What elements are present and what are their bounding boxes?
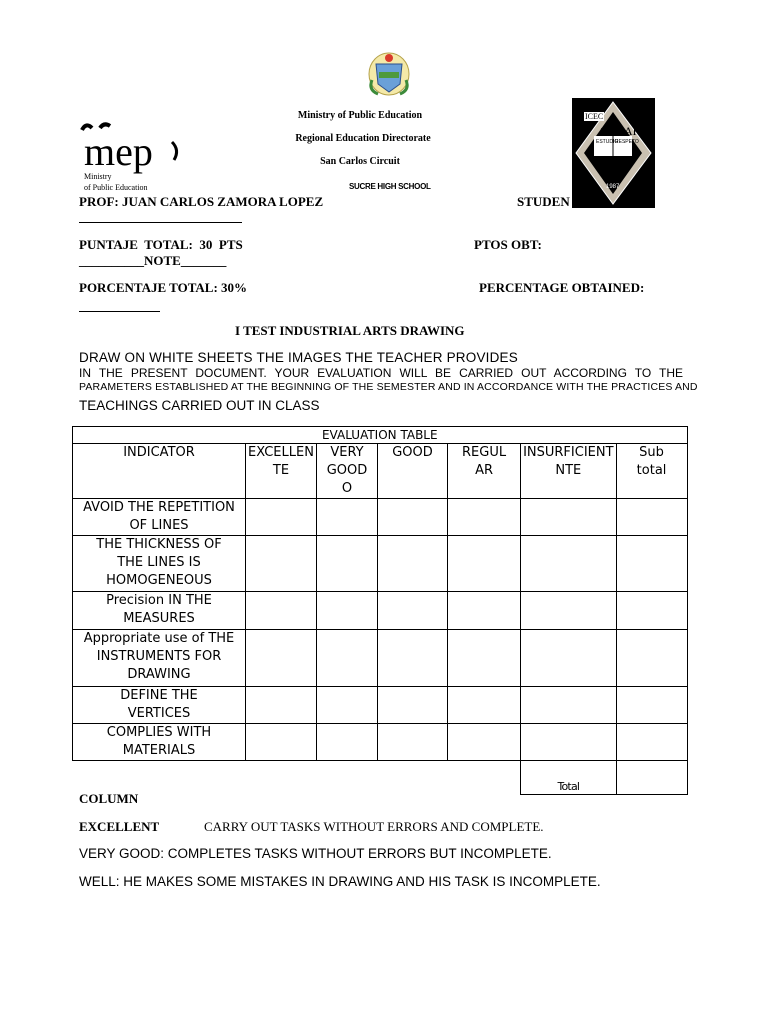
score-cell[interactable] [616,724,687,761]
header-school: SUCRE HIGH SCHOOL [349,182,431,191]
score-cell[interactable] [521,536,616,592]
score-cell[interactable] [246,499,317,536]
score-cell[interactable] [378,499,448,536]
header-ministry: Ministry of Public Education [297,110,423,121]
header-subtotal [616,444,687,499]
header-regular [448,444,521,499]
note-line: __________NOTE_______ [79,253,227,268]
indicator-cell: DEFINE THE VERTICES [73,687,246,724]
score-cell[interactable] [521,724,616,761]
score-cell[interactable] [246,630,317,687]
total-percentage: PORCENTAJE TOTAL: 30% [79,280,248,295]
total-value-cell[interactable] [616,761,687,795]
seal-text-year: 1987 [606,184,620,190]
legend-excellent-desc: CARRY OUT TASKS WITHOUT ERRORS AND COMPLETE. [204,819,544,834]
indicator-cell: AVOID THE REPETITION OF LINES [73,499,246,536]
mep-logo [78,120,182,192]
mep-logo-sub2: of Public Education [84,183,148,192]
score-cell[interactable] [448,724,521,761]
score-cell[interactable] [448,630,521,687]
header-good-label: GOOD [392,445,433,460]
indicator-cell: Appropriate use of THE INSTRUMENTS FOR DRAWING [73,630,246,687]
score-cell[interactable] [616,536,687,592]
score-cell[interactable] [317,630,378,687]
score-cell[interactable] [317,592,378,630]
instructions-line-1: DRAW ON WHITE SHEETS THE IMAGES THE TEACHER PROVIDES [79,350,518,365]
legend-very-good: VERY GOOD: COMPLETES TASKS WITHOUT ERRORS BUT INCOMPLETE. [79,846,552,861]
score-cell[interactable] [616,687,687,724]
header-subtotal-label: Sub total [636,445,667,478]
legend-excellent-label: EXCELLENT [79,819,160,834]
header-regular-label: REGUL AR [462,445,507,478]
header-excellent [246,444,317,499]
points-obtained-label: PTOS OBT: [474,237,542,252]
student-label: STUDEN [517,194,570,209]
seal-text-icec: ICEC [585,112,604,121]
score-cell[interactable] [378,630,448,687]
header-insufficient [521,444,616,499]
score-cell[interactable] [521,630,616,687]
table-title: EVALUATION TABLE [73,427,688,444]
score-cell[interactable] [317,687,378,724]
indicator-cell: COMPLIES WITH MATERIALS [73,724,246,761]
score-cell[interactable] [448,592,521,630]
score-cell[interactable] [448,536,521,592]
score-cell[interactable] [521,499,616,536]
instructions-line-4: TEACHINGS CARRIED OUT IN CLASS [79,398,320,413]
seal-text-estudio: ESTUDIO [596,139,619,145]
header-excellent-label: EXCELLENTE [248,445,314,478]
table-row [73,630,688,687]
score-cell[interactable] [317,724,378,761]
score-cell[interactable] [317,536,378,592]
percentage-line [79,311,160,312]
header-directorate: Regional Education Directorate [295,133,431,144]
evaluation-table [72,426,688,795]
score-cell[interactable] [378,724,448,761]
indicator-cell: THE THICKNESS OF THE LINES IS HOMOGENEOUS [73,536,246,592]
score-cell[interactable] [246,687,317,724]
table-row [73,592,688,630]
table-row [73,536,688,592]
score-cell[interactable] [616,592,687,630]
mep-logo-sub1: Ministry [84,172,112,181]
header-indicator [73,444,246,499]
score-cell[interactable] [448,499,521,536]
score-cell[interactable] [616,630,687,687]
professor-name: PROF: JUAN CARLOS ZAMORA LOPEZ [79,194,324,209]
seal-text-respeto: RESPETO [615,139,639,145]
student-name-line [79,222,242,223]
total-score: PUNTAJE TOTAL: 30 PTS [79,237,243,252]
score-cell[interactable] [378,536,448,592]
header-very-good-label: VERY GOOD O [326,445,368,496]
legend-well: WELL: HE MAKES SOME MISTAKES IN DRAWING AND HIS TASK IS INCOMPLETE. [79,874,601,889]
total-label-cell: Total [521,761,616,795]
header-insufficient-label: INSURFICIENT NTE [523,445,614,478]
indicator-cell: Precision IN THE MEASURES [73,592,246,630]
instructions-line-2: IN THE PRESENT DOCUMENT. YOUR EVALUATION WILL BE CARRIED OUT ACCORDING TO THE [79,366,683,380]
score-cell[interactable] [246,592,317,630]
score-cell[interactable] [616,499,687,536]
legend-column-heading: COLUMN [79,791,139,806]
score-cell[interactable] [521,592,616,630]
instructions-line-3: PARAMETERS ESTABLISHED AT THE BEGINNING OF THE SEMESTER AND IN ACCORDANCE WITH THE PRACTICES AND [79,381,698,393]
score-cell[interactable] [448,687,521,724]
school-seal [572,98,655,208]
header-very-good [317,444,378,499]
score-cell[interactable] [246,724,317,761]
score-cell[interactable] [521,687,616,724]
header-indicator-label: INDICATOR [123,445,195,460]
test-title: I TEST INDUSTRIAL ARTS DRAWING [235,323,465,338]
score-cell[interactable] [317,499,378,536]
header-good [378,444,448,499]
header-circuit: San Carlos Circuit [320,156,400,167]
table-row [73,724,688,761]
percentage-obtained-label: PERCENTAGE OBTAINED: [479,280,645,295]
score-cell[interactable] [246,536,317,592]
table-row [73,499,688,536]
coat-of-arms-emblem [366,50,412,98]
table-blank-area [73,761,521,795]
mep-logo-text: mep [84,129,153,174]
table-row [73,687,688,724]
score-cell[interactable] [378,592,448,630]
score-cell[interactable] [378,687,448,724]
seal-text-sugar: SUGAR [600,124,641,138]
